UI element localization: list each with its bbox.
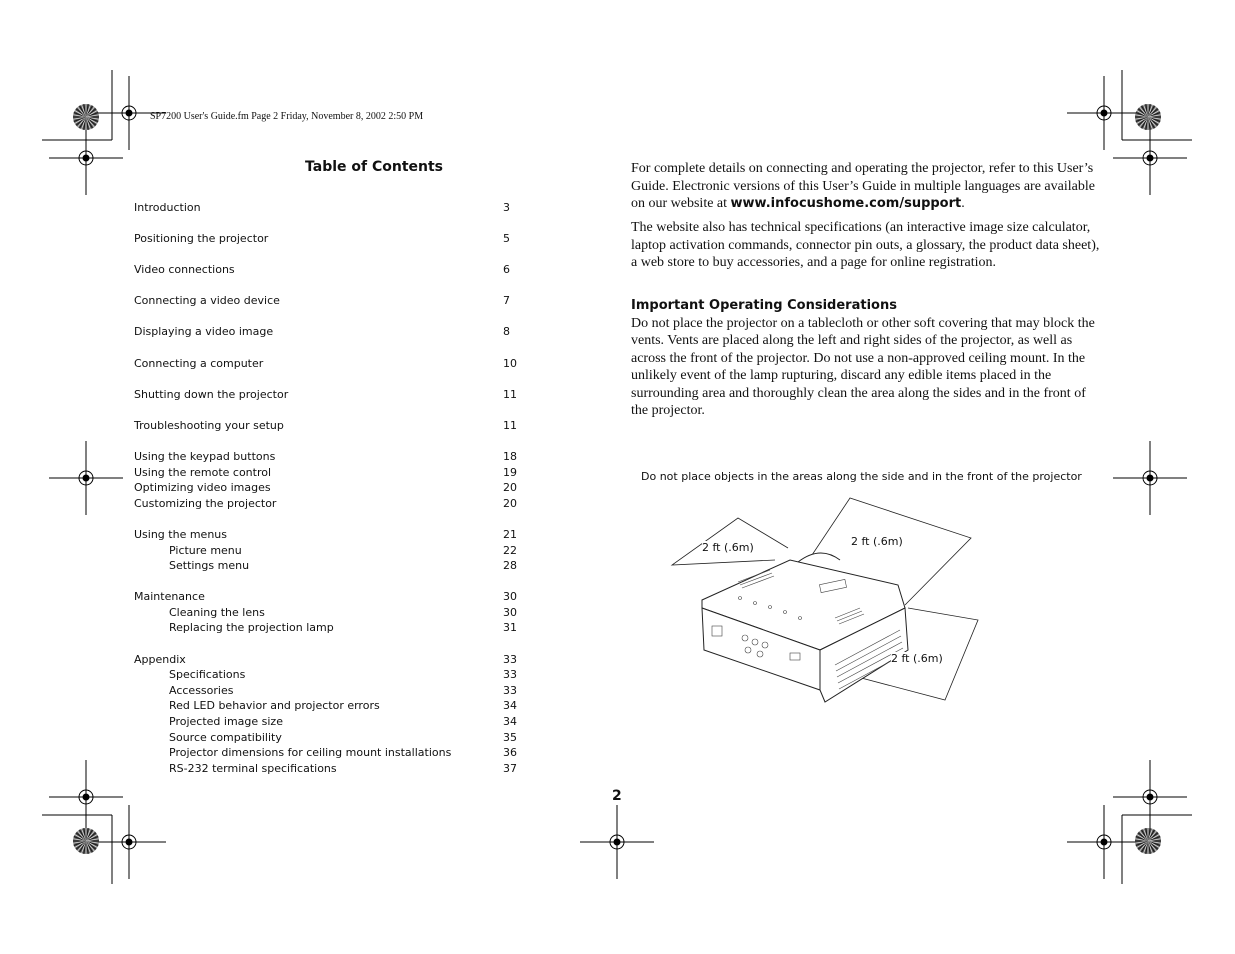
intro-end: . <box>961 196 965 211</box>
toc-entry-label: Positioning the projector <box>134 232 269 245</box>
toc-entry-label: Customizing the projector <box>134 497 277 510</box>
considerations-section <box>631 297 1101 420</box>
clearance-label-right: 2 ft (.6m) <box>891 652 943 665</box>
toc-entry-page: 5 <box>503 232 510 245</box>
toc-entry <box>134 621 518 636</box>
toc-entry-label: Accessories <box>169 684 234 697</box>
toc-entry-page: 20 <box>503 497 517 510</box>
toc-entry-page: 36 <box>503 746 517 759</box>
toc-entry-page: 6 <box>503 263 510 276</box>
toc-entry <box>134 731 518 746</box>
toc-entry <box>134 746 518 761</box>
toc-entry-label: Connecting a computer <box>134 357 264 370</box>
toc-entry <box>134 715 518 730</box>
registration-mark <box>1113 441 1187 515</box>
toc-entry-page: 11 <box>503 419 517 432</box>
starburst-mark <box>73 828 99 854</box>
projector-clearance-figure <box>660 490 990 715</box>
toc-entry <box>134 559 518 574</box>
toc-entry-page: 7 <box>503 294 510 307</box>
toc-entry <box>134 450 518 465</box>
toc-entry <box>134 232 518 247</box>
clearance-label-left: 2 ft (.6m) <box>702 541 754 554</box>
page-header-slug: SP7200 User's Guide.fm Page 2 Friday, November 8, 2002 2:50 PM <box>150 111 424 122</box>
toc-entry <box>134 497 518 512</box>
toc-entry <box>134 263 518 278</box>
clearance-label-top: 2 ft (.6m) <box>851 535 903 548</box>
toc-entry-label: Settings menu <box>169 559 250 572</box>
toc-entry-page: 3 <box>503 201 510 214</box>
toc-entry <box>134 762 518 777</box>
toc-entry <box>134 201 518 216</box>
toc-entry-label: Picture menu <box>169 544 242 557</box>
support-link[interactable]: www.infocushome.com/support <box>730 196 962 211</box>
toc-entry <box>134 388 518 403</box>
toc-entry <box>134 668 518 683</box>
intro-text: For complete details on connecting and operating the projector, refer to this User’s Guide. Electronic versions of this User’s Guide in multiple languages are available on our website at <box>631 161 1095 211</box>
toc-entry-label: Maintenance <box>134 590 205 603</box>
toc-entry-page: 30 <box>503 606 517 619</box>
starburst-mark <box>1135 104 1161 130</box>
toc-entry-page: 31 <box>503 621 517 634</box>
website-paragraph <box>631 219 1101 272</box>
toc-entry-label: Troubleshooting your setup <box>134 419 284 432</box>
considerations-text: Do not place the projector on a tablecloth or other soft covering that may block the vents. Vents are placed along the left and right sides of the projector, as well as across the front of the projector. Do not use a non-approved ceiling mount. In the unlikely event of the lamp rupturing, discard any edible items placed in the surrounding area and thoroughly clean the area along the sides and in the front of the projector. <box>631 315 1095 418</box>
toc-entry-page: 8 <box>503 325 510 338</box>
toc-entry <box>134 590 518 605</box>
toc-entry-page: 30 <box>503 590 517 603</box>
considerations-heading: Important Operating Considerations <box>631 298 897 313</box>
registration-mark <box>1113 760 1187 834</box>
toc-entry-label: Video connections <box>134 263 235 276</box>
toc-entry-label: RS-232 terminal specifications <box>169 762 337 775</box>
toc-entry-label: Appendix <box>134 653 186 666</box>
registration-mark <box>580 805 654 879</box>
toc-title: Table of Contents <box>305 159 444 175</box>
toc-entry-page: 11 <box>503 388 517 401</box>
toc-entry-label: Source compatibility <box>169 731 282 744</box>
toc-entry <box>134 419 518 434</box>
toc-entry <box>134 606 518 621</box>
registration-mark <box>1113 121 1187 195</box>
intro-paragraph <box>631 160 1101 213</box>
toc-entry <box>134 699 518 714</box>
toc-entry <box>134 466 518 481</box>
toc-entry <box>134 544 518 559</box>
toc-entry-label: Using the menus <box>134 528 227 541</box>
toc-entry-page: 28 <box>503 559 517 572</box>
toc-entry-label: Using the remote control <box>134 466 272 479</box>
toc-entry <box>134 325 518 340</box>
toc-entry-page: 18 <box>503 450 517 463</box>
toc-entry <box>134 294 518 309</box>
toc-entry <box>134 684 518 699</box>
website-text: The website also has technical specifications (an interactive image size calculator, laptop activation commands, connector pin outs, a glossary, the product data sheet), a web store to buy accessories, and a page for online registration. <box>631 220 1100 270</box>
toc-entry-page: 33 <box>503 668 517 681</box>
registration-mark <box>1067 805 1141 879</box>
registration-mark <box>1067 76 1141 150</box>
toc-entry-page: 21 <box>503 528 517 541</box>
starburst-mark <box>1135 828 1161 854</box>
toc-entry-page: 34 <box>503 715 517 728</box>
toc-entry-page: 35 <box>503 731 517 744</box>
registration-mark <box>92 805 166 879</box>
toc-entry-label: Replacing the projection lamp <box>169 621 334 634</box>
toc-entry-page: 34 <box>503 699 517 712</box>
toc-entry <box>134 357 518 372</box>
registration-mark <box>49 441 123 515</box>
toc-entry-page: 20 <box>503 481 517 494</box>
toc-entry-label: Projector dimensions for ceiling mount installations <box>169 746 452 759</box>
toc-entry-page: 19 <box>503 466 517 479</box>
toc-entry-label: Using the keypad buttons <box>134 450 276 463</box>
toc-entry <box>134 528 518 543</box>
projector-illustration <box>702 553 908 702</box>
page-number: 2 <box>612 788 622 804</box>
toc-entry-label: Cleaning the lens <box>169 606 265 619</box>
toc-entry-label: Projected image size <box>169 715 283 728</box>
toc-entry-page: 10 <box>503 357 517 370</box>
toc-entry-label: Displaying a video image <box>134 325 274 338</box>
toc-entry-page: 37 <box>503 762 517 775</box>
toc-entry <box>134 481 518 496</box>
starburst-mark <box>73 104 99 130</box>
toc-entry-page: 22 <box>503 544 517 557</box>
toc-entry-page: 33 <box>503 684 517 697</box>
toc-entry-page: 33 <box>503 653 517 666</box>
toc-entry-label: Introduction <box>134 201 201 214</box>
toc-entry-label: Shutting down the projector <box>134 388 289 401</box>
toc-entry-label: Red LED behavior and projector errors <box>169 699 380 712</box>
toc-entry-label: Specifications <box>169 668 246 681</box>
toc-entry-label: Optimizing video images <box>134 481 271 494</box>
toc-entry <box>134 653 518 668</box>
toc-entry-label: Connecting a video device <box>134 294 280 307</box>
figure-caption: Do not place objects in the areas along the side and in the front of the projector <box>641 470 1082 483</box>
